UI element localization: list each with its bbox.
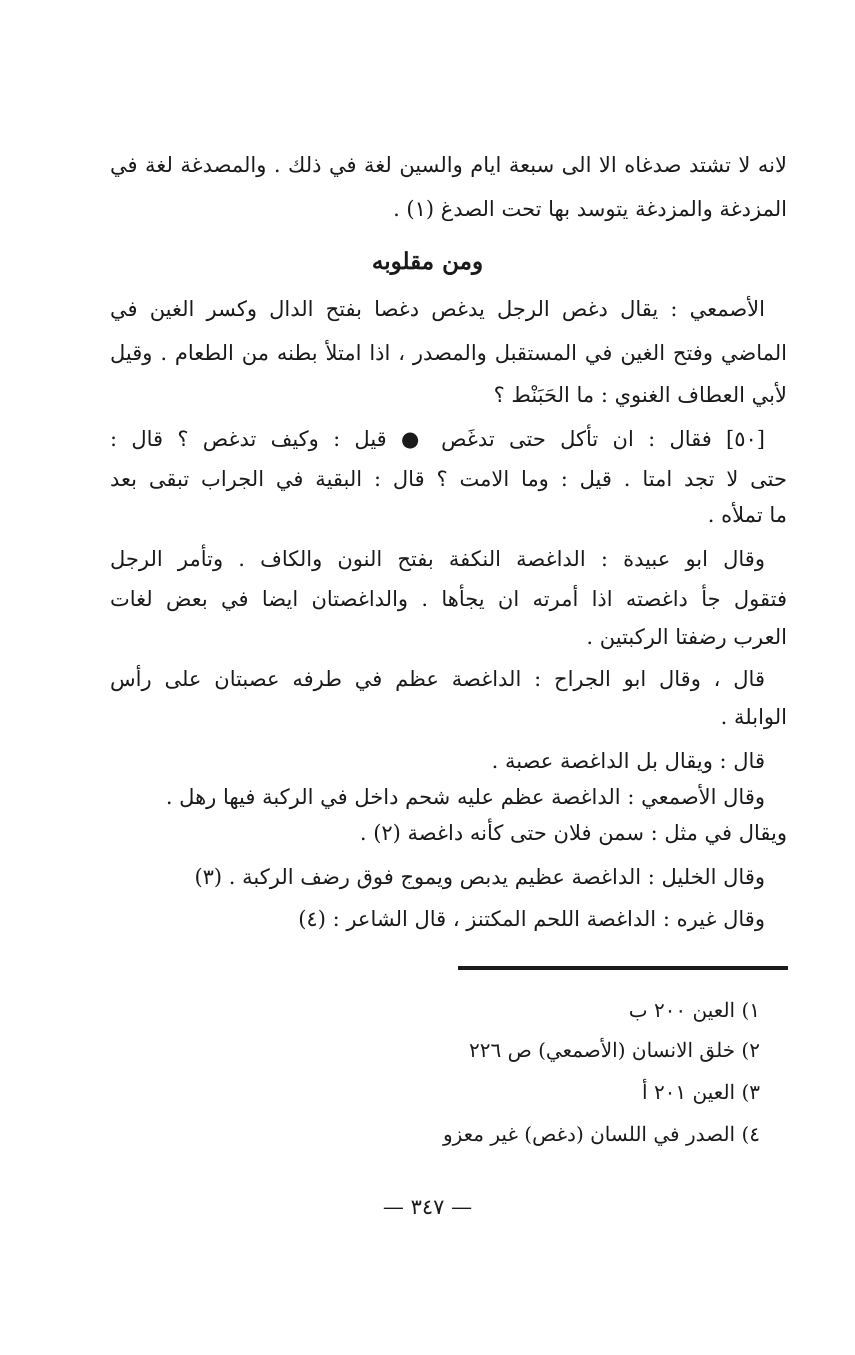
text-line: حتى لا تجد امتا . قيل : وما الامت ؟ قال : البقية في الجراب تبقى بعد: [110, 467, 787, 491]
text-line: الوابلة .: [720, 705, 787, 729]
footnote: ٤) الصدر في اللسان (دغص) غير معزو: [442, 1122, 760, 1146]
page-number: — ٣٤٧ —: [382, 1195, 473, 1219]
text-line: الأصمعي : يقال دغص الرجل يدغص دغصا بفتح الدال وكسر الغين في: [110, 297, 765, 321]
footnote: ١) العين ٢٠٠ ب: [628, 998, 760, 1022]
text-line: وقال غيره : الداغصة اللحم المكتنز ، قال الشاعر : (٤): [298, 907, 765, 931]
text-line: وقال الأصمعي : الداغصة عظم عليه شحم داخل في الركبة فيها رهل .: [165, 785, 765, 809]
text-line: لأبي العطاف الغنوي : ما الحَبَنْط ؟: [493, 383, 787, 407]
footnote-divider: [458, 966, 788, 970]
text-line: قال ، وقال ابو الجراح : الداغصة عظم في طرفه عصبتان على رأس: [110, 667, 765, 691]
text-line: فتقول جأ داغصته اذا أمرته ان يجأها . والداغصتان ايضا في بعض لغات: [110, 587, 787, 611]
text-line: الماضي وفتح الغين في المستقبل والمصدر ، اذا امتلأ بطنه من الطعام . وقيل: [110, 341, 787, 365]
text-line: وقال الخليل : الداغصة عظيم يدبص ويموج فوق رضف الركبة . (٣): [194, 865, 765, 889]
text-line: ويقال في مثل : سمن فلان حتى كأنه داغصة (٢) .: [359, 821, 787, 845]
text-line: ما تملأه .: [707, 503, 787, 527]
footnote: ٢) خلق الانسان (الأصمعي) ص ٢٢٦: [468, 1038, 760, 1062]
footnote: ٣) العين ٢٠١ أ: [642, 1080, 760, 1104]
text-line: وقال ابو عبيدة : الداغصة النكفة بفتح النون والكاف . وتأمر الرجل: [110, 547, 765, 571]
text-line: العرب رضفتا الركبتين .: [586, 625, 787, 649]
text-line: قال : ويقال بل الداغصة عصبة .: [491, 749, 765, 773]
section-heading: ومن مقلوبه: [371, 248, 484, 275]
text-line: [٥٠] فقال : ان تأكل حتى تدغَص ● قيل : وكيف تدغص ؟ قال :: [110, 427, 765, 451]
text-line: لانه لا تشتد صدغاه الا الى سبعة ايام والسين لغة في ذلك . والمصدغة لغة في: [110, 153, 787, 177]
text-line: المزدغة والمزدغة يتوسد بها تحت الصدغ (١) .: [393, 197, 787, 221]
